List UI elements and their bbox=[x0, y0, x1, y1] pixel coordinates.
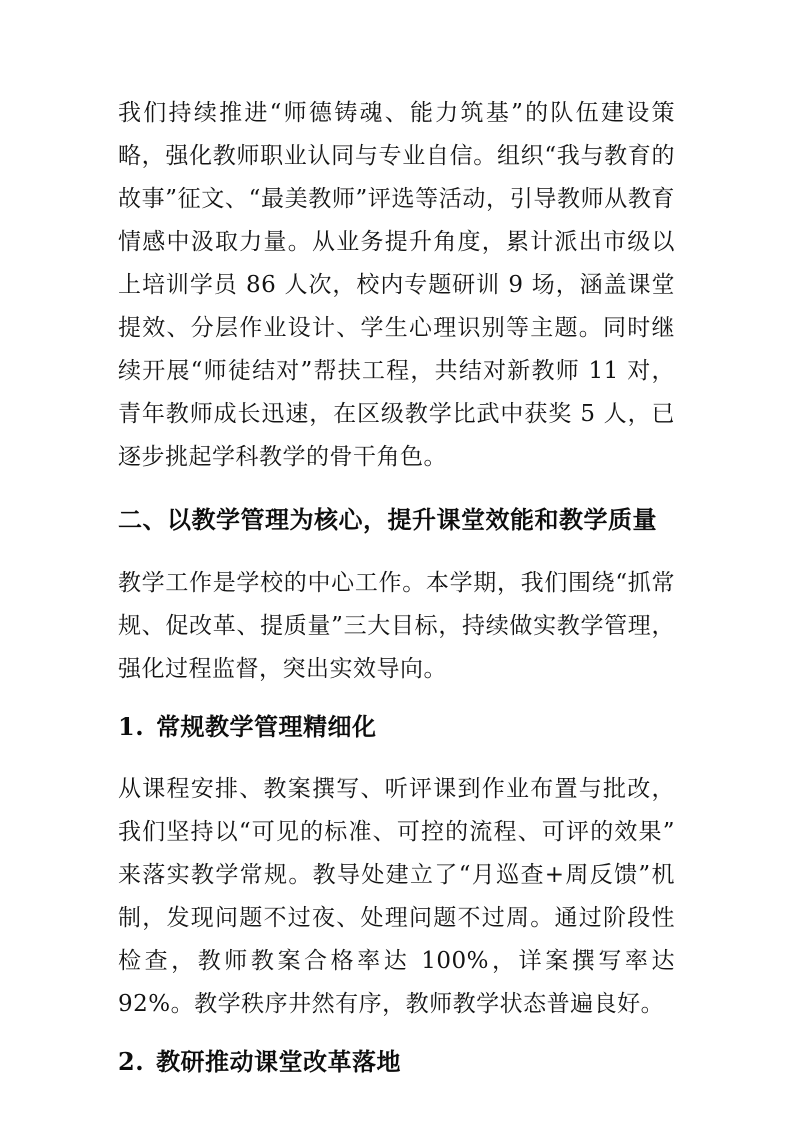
subheading-2-label: 教研推动课堂改革落地 bbox=[156, 1047, 402, 1076]
subheading-1-label: 常规教学管理精细化 bbox=[156, 712, 377, 741]
paragraph-routine-management-detail: 从课程安排、教案撰写、听评课到作业布置与批改，我们坚持以“可见的标准、可控的流程、可评的效果”来落实教学常规。教导处建立了“月巡查+周反馈”机制，发现问题不过夜、处理问题不过周。通过阶段性检查，教师教案合格率达 100%，详案撰写率达 92%。教学秩序井然有序，教师教学状态普遍良好。 bbox=[118, 776, 675, 1017]
paragraph-teacher-team-building: 我们持续推进“师德铸魂、能力筑基”的队伍建设策略，强化教师职业认同与专业自信。组织“我与教育的故事”征文、“最美教师”评选等活动，引导教师从教育情感中汲取力量。从业务提升角度，累计派出市级以上培训学员 86 人次，校内专题研训 9 场，涵盖课堂提效、分层作业设计、学生心理识别等主题。同时继续开展“师徒结对”帮扶工程，共结对新教师 11 对，青年教师成长迅速，在区级教学比武中获奖 5 人，已逐步挑起学科教学的骨干角色。 bbox=[118, 100, 675, 470]
subheading-classroom-reform bbox=[118, 1040, 675, 1083]
section-heading-teaching-management: 二、以教学管理为核心，提升课堂效能和教学质量 bbox=[118, 505, 657, 534]
paragraph-teaching-overview: 教学工作是学校的中心工作。本学期，我们围绕“抓常规、促改革、提质量”三大目标，持续做实教学管理，强化过程监督，突出实效导向。 bbox=[118, 570, 675, 682]
subheading-routine-management bbox=[118, 705, 675, 748]
subheading-1-number: 1. bbox=[118, 712, 145, 741]
subheading-2-number: 2. bbox=[118, 1047, 145, 1076]
